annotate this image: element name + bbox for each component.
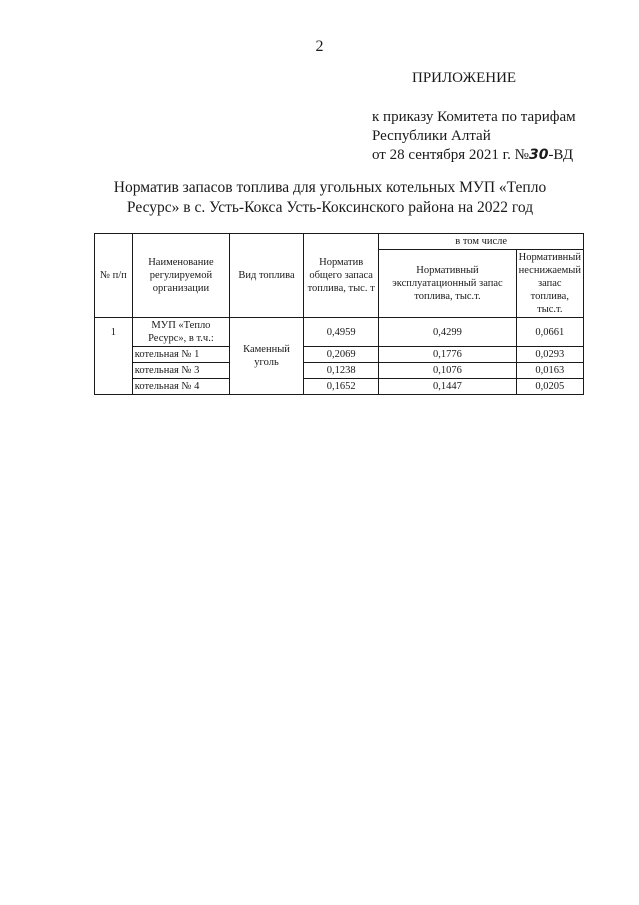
cell-minimum: 0,0661 (516, 318, 583, 347)
table-row (95, 363, 584, 379)
cell-operational: 0,4299 (379, 318, 516, 347)
cell-operational: 0,1776 (379, 347, 516, 363)
order-reference (372, 108, 576, 165)
cell-total: 0,1238 (303, 363, 378, 379)
cell-organization: МУП «Тепло Ресурс», в т.ч.: (132, 318, 229, 347)
cell-number: 1 (95, 318, 133, 395)
header-total: Норматив общего запаса топлива, тыс. т (303, 234, 378, 318)
cell-minimum: 0,0205 (516, 379, 583, 395)
title-line-1: Норматив запасов топлива для угольных котельных МУП «Тепло (113, 179, 547, 196)
appendix-label: ПРИЛОЖЕНИЕ (412, 70, 517, 86)
cell-operational: 0,1447 (379, 379, 516, 395)
fuel-norms-table (94, 233, 584, 395)
order-date-prefix: от 28 сентября 2021 г. № (372, 147, 529, 163)
cell-total: 0,4959 (303, 318, 378, 347)
cell-minimum: 0,0293 (516, 347, 583, 363)
cell-fuel-type: Каменный уголь (230, 318, 304, 395)
title-line-2: Ресурс» в с. Усть-Кокса Усть-Коксинского района на 2022 год (126, 199, 534, 216)
header-operational: Нормативный эксплуатационный запас топлива, тыс.т. (379, 250, 516, 318)
table-row (95, 347, 584, 363)
order-suffix: -ВД (548, 147, 574, 163)
header-organization: Наименование регулируемой организации (132, 234, 229, 318)
cell-minimum: 0,0163 (516, 363, 583, 379)
cell-boiler-name: котельная № 1 (132, 347, 229, 363)
document-title (40, 178, 620, 218)
order-line-1: к приказу Комитета по тарифам (372, 109, 576, 125)
cell-total: 0,1652 (303, 379, 378, 395)
table-row (95, 379, 584, 395)
cell-boiler-name: котельная № 3 (132, 363, 229, 379)
cell-total: 0,2069 (303, 347, 378, 363)
table-row (95, 318, 584, 347)
order-line-2: Республики Алтай (372, 128, 491, 144)
cell-boiler-name: котельная № 4 (132, 379, 229, 395)
order-line-3 (372, 146, 576, 165)
header-minimum: Нормативный неснижаемый запас топлива, тыс.т. (516, 250, 583, 318)
page-number: 2 (315, 38, 324, 55)
cell-operational: 0,1076 (379, 363, 516, 379)
header-including: в том числе (379, 234, 584, 250)
order-number: 30 (528, 147, 549, 163)
header-fuel-type: Вид топлива (230, 234, 304, 318)
header-number: № п/п (95, 234, 133, 318)
